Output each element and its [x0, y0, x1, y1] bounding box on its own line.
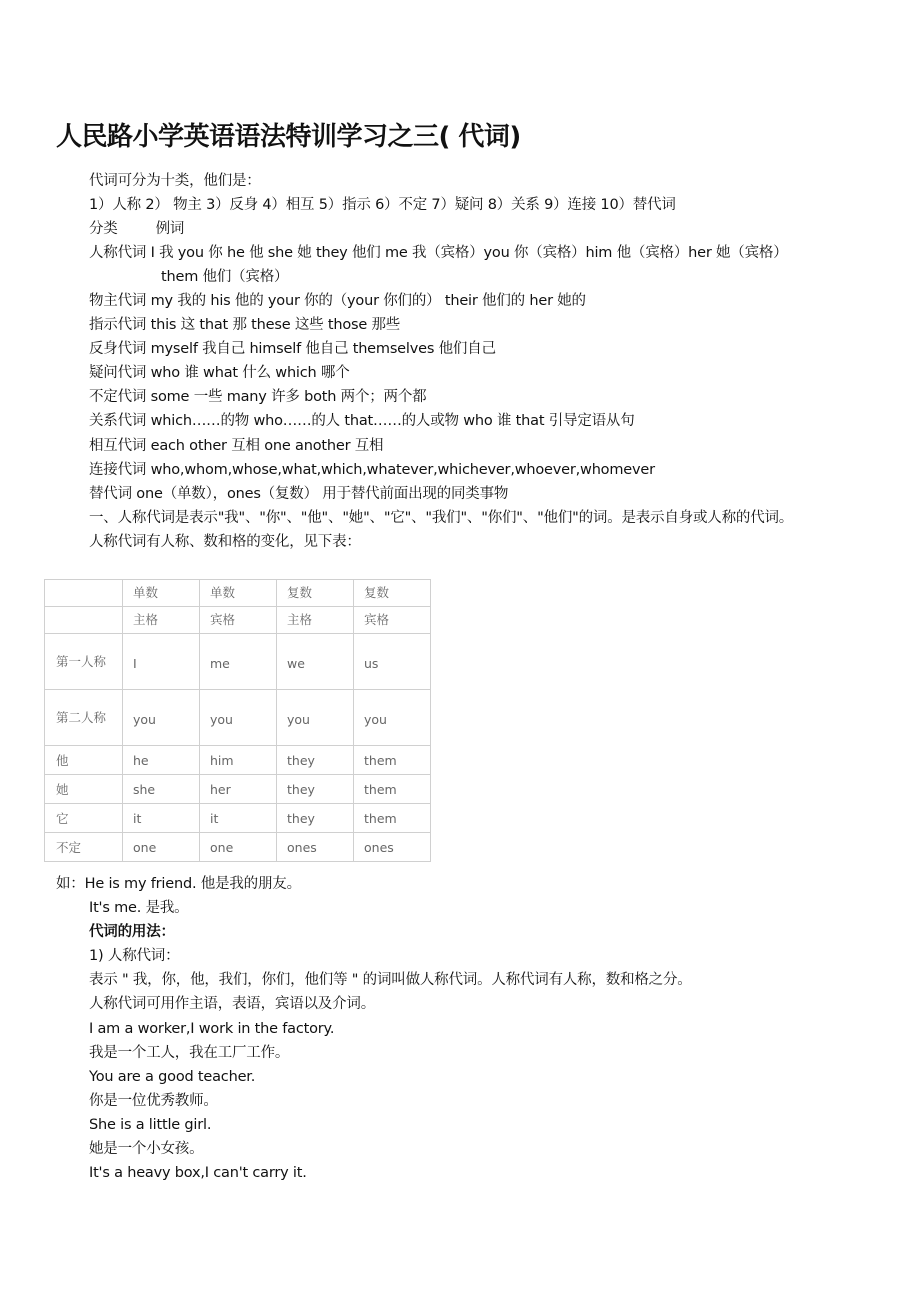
table-cell: she: [123, 775, 200, 804]
table-cell: him: [200, 746, 277, 775]
pronoun-row-conjunctive: 连接代词 who,whom,whose,what,which,whatever,whichever,whoever,whomever: [89, 462, 655, 478]
intro-line: 代词可分为十类，他们是：: [89, 173, 261, 189]
pronoun-row-relative: 关系代词 which……的物 who……的人 that……的人或物 who 谁 that 引导定语从句: [89, 413, 635, 429]
pronoun-row-possessive: 物主代词 my 我的 his 他的 your 你的（your 你们的） their 他们的 her 她的: [89, 293, 586, 309]
table-cell: 它: [45, 804, 123, 833]
table-cell: 复数: [354, 580, 431, 607]
pronoun-row-personal: 人称代词 I 我 you 你 he 他 she 她 they 他们 me 我（宾格）you 你（宾格）him 他（宾格）her 她（宾格）: [89, 245, 788, 261]
table-cell: [45, 607, 123, 634]
usage-line: 人称代词可用作主语，表语，宾语以及介词。: [89, 996, 375, 1012]
usage-heading: 代词的用法：: [89, 924, 175, 940]
table-row: [45, 804, 431, 833]
header-category: 分类: [89, 221, 118, 237]
usage-line: 1) 人称代词：: [89, 948, 180, 964]
table-cell: 宾格: [354, 607, 431, 634]
table-row: [45, 833, 431, 862]
table-cell: 主格: [123, 607, 200, 634]
usage-line: 你是一位优秀教师。: [89, 1093, 218, 1109]
table-cell: we: [277, 634, 354, 690]
table-row: [45, 775, 431, 804]
example-line: It's me. 是我。: [89, 900, 189, 916]
table-header-case: [45, 607, 431, 634]
table-cell: 第一人称: [45, 634, 123, 690]
table-cell: you: [277, 690, 354, 746]
table-row: [45, 690, 431, 746]
table-cell: they: [277, 746, 354, 775]
table-cell: them: [354, 775, 431, 804]
table-cell: 宾格: [200, 607, 277, 634]
table-cell: you: [123, 690, 200, 746]
pronoun-row-reflexive: 反身代词 myself 我自己 himself 他自己 themselves 他们自己: [89, 341, 496, 357]
table-cell: 主格: [277, 607, 354, 634]
section-one-table-intro: 人称代词有人称、数和格的变化，见下表：: [89, 534, 361, 550]
table-cell: they: [277, 804, 354, 833]
table-cell: they: [277, 775, 354, 804]
table-cell: he: [123, 746, 200, 775]
table-cell: ones: [354, 833, 431, 862]
section-one-definition: 一、人称代词是表示"我"、"你"、"他"、"她"、"它"、"我们"、"你们"、"他们"的词。是表示自身或人称的代词。: [89, 510, 794, 526]
header-example: 例词: [155, 221, 185, 237]
table-row: [45, 746, 431, 775]
pronoun-row-personal-cont: them 他们（宾格）: [161, 269, 289, 285]
table-cell: 他: [45, 746, 123, 775]
table-cell: one: [123, 833, 200, 862]
table-cell: 她: [45, 775, 123, 804]
table-cell: I: [123, 634, 200, 690]
table-row: [45, 634, 431, 690]
table-cell: one: [200, 833, 277, 862]
table-cell: you: [200, 690, 277, 746]
usage-line: I am a worker,I work in the factory.: [89, 1021, 335, 1037]
pronoun-row-demonstrative: 指示代词 this 这 that 那 these 这些 those 那些: [89, 317, 401, 333]
pronoun-row-interrogative: 疑问代词 who 谁 what 什么 which 哪个: [89, 365, 350, 381]
usage-line: She is a little girl.: [89, 1117, 212, 1133]
table-cell: 复数: [277, 580, 354, 607]
table-cell: 单数: [123, 580, 200, 607]
usage-line: It's a heavy box,I can't carry it.: [89, 1165, 307, 1181]
category-list: 1）人称 2） 物主 3）反身 4）相互 5）指示 6）不定 7）疑问 8）关系 9）连接 10）替代词: [89, 197, 676, 213]
table-cell: 第二人称: [45, 690, 123, 746]
pronoun-row-reciprocal: 相互代词 each other 互相 one another 互相: [89, 438, 384, 454]
pronoun-row-indefinite: 不定代词 some 一些 many 许多 both 两个；两个都: [89, 389, 427, 405]
table-cell: them: [354, 746, 431, 775]
page-title: 人民路小学英语语法特训学习之三( 代词): [56, 122, 521, 152]
table-cell: it: [123, 804, 200, 833]
table-cell: 不定: [45, 833, 123, 862]
table-cell: her: [200, 775, 277, 804]
table-cell: it: [200, 804, 277, 833]
usage-line: 我是一个工人，我在工厂工作。: [89, 1045, 290, 1061]
table-cell: me: [200, 634, 277, 690]
table-cell: us: [354, 634, 431, 690]
table-header-number: [45, 580, 431, 607]
table-cell: [45, 580, 123, 607]
table-header-line: [89, 219, 184, 239]
usage-line: You are a good teacher.: [89, 1069, 256, 1085]
example-prefix: 如：: [56, 876, 85, 892]
table-cell: 单数: [200, 580, 277, 607]
example-text: He is my friend. 他是我的朋友。: [84, 876, 301, 892]
table-cell: them: [354, 804, 431, 833]
personal-pronoun-table: [44, 579, 431, 862]
usage-line: 她是一个小女孩。: [89, 1141, 204, 1157]
table-cell: ones: [277, 833, 354, 862]
pronoun-row-substitute: 替代词 one（单数），ones（复数） 用于替代前面出现的同类事物: [89, 486, 509, 502]
example-line: [56, 874, 301, 894]
table-cell: you: [354, 690, 431, 746]
usage-line: 表示 " 我，你，他，我们，你们，他们等 " 的词叫做人称代词。人称代词有人称，数和格之分。: [89, 972, 692, 988]
